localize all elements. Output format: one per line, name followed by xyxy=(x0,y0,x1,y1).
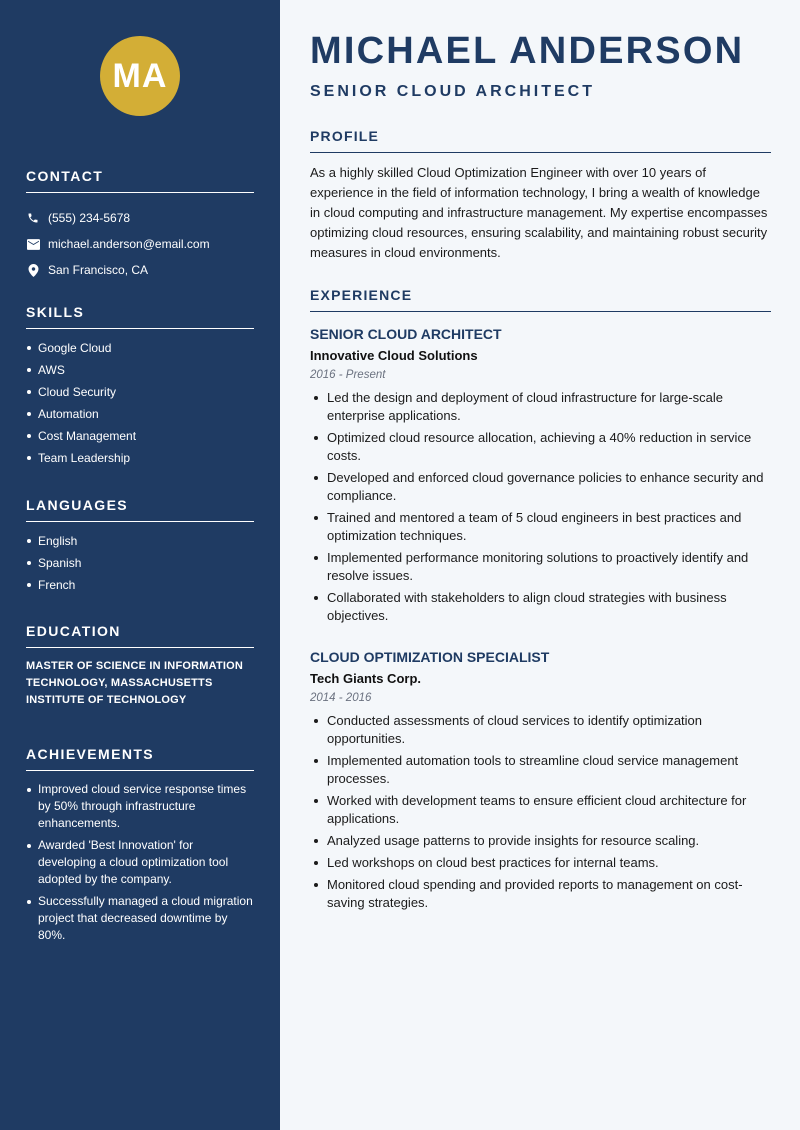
location-text: San Francisco, CA xyxy=(48,263,149,277)
language-item: English xyxy=(26,532,254,554)
phone-text: (555) 234-5678 xyxy=(48,211,131,225)
languages-section xyxy=(26,497,254,598)
skill-item: Google Cloud xyxy=(26,339,254,361)
skill-item: Team Leadership xyxy=(26,449,254,471)
job-bullet: Conducted assessments of cloud services to identify optimization opportunities. xyxy=(310,712,771,748)
contact-location xyxy=(26,257,254,283)
job-company: Tech Giants Corp. xyxy=(310,671,421,686)
job-bullet: Monitored cloud spending and provided reports to management on cost-saving strategies. xyxy=(310,876,771,912)
sidebar xyxy=(0,0,280,1130)
job-bullets xyxy=(310,389,771,625)
skill-item: Cloud Security xyxy=(26,383,254,405)
job-bullet: Analyzed usage patterns to provide insights for resource scaling. xyxy=(310,832,771,850)
profile-section xyxy=(310,128,771,263)
achievement-item: Awarded 'Best Innovation' for developing a cloud optimization tool adopted by the company. xyxy=(26,837,254,888)
achievements-section xyxy=(26,746,254,949)
phone-icon xyxy=(26,211,40,225)
location-pin-icon xyxy=(26,263,40,277)
experience-section xyxy=(310,287,771,312)
avatar: MA xyxy=(100,36,180,116)
job-bullet: Implemented performance monitoring solutions to proactively identify and resolve issues. xyxy=(310,549,771,585)
job-dates: 2014 - 2016 xyxy=(310,692,372,704)
job-bullet: Led the design and deployment of cloud infrastructure for large-scale enterprise applications. xyxy=(310,389,771,425)
skill-item: AWS xyxy=(26,361,254,383)
job-bullet: Optimized cloud resource allocation, achieving a 40% reduction in service costs. xyxy=(310,429,771,465)
job-role: SENIOR CLOUD ARCHITECT xyxy=(310,326,502,342)
education-entry: MASTER OF SCIENCE IN INFORMATION TECHNOLOGY, MASSACHUSETTS INSTITUTE OF TECHNOLOGY xyxy=(26,660,244,706)
skill-item: Cost Management xyxy=(26,427,254,449)
main-content xyxy=(280,0,800,1130)
skill-item: Automation xyxy=(26,405,254,427)
skills-section xyxy=(26,304,254,471)
contact-email[interactable] xyxy=(26,231,254,257)
education-heading: EDUCATION xyxy=(26,623,254,648)
achievement-item: Improved cloud service response times by 50% through infrastructure enhancements. xyxy=(26,781,254,832)
job-company: Innovative Cloud Solutions xyxy=(310,348,478,363)
job-bullet: Led workshops on cloud best practices for internal teams. xyxy=(310,854,771,872)
job-dates: 2016 - Present xyxy=(310,369,386,381)
job-bullets xyxy=(310,712,771,912)
job-title: SENIOR CLOUD ARCHITECT xyxy=(310,83,595,100)
language-item: French xyxy=(26,576,254,598)
language-item: Spanish xyxy=(26,554,254,576)
profile-heading: PROFILE xyxy=(310,128,771,153)
achievement-item: Successfully managed a cloud migration project that decreased downtime by 80%. xyxy=(26,893,254,944)
contact-list xyxy=(26,205,254,283)
achievements-list xyxy=(26,781,254,944)
contact-heading: CONTACT xyxy=(26,168,254,193)
education-section xyxy=(26,623,254,709)
job-bullet: Developed and enforced cloud governance policies to enhance security and compliance. xyxy=(310,469,771,505)
profile-text: As a highly skilled Cloud Optimization Engineer with over 10 years of experience in the field of information technology, I bring a wealth of knowledge in cloud computing and infrastructure management. My expertise encompasses optimizing cloud resources, ensuring scalability, and maintaining robust security measures in cloud environments. xyxy=(310,165,768,260)
skills-heading: SKILLS xyxy=(26,304,254,329)
languages-heading: LANGUAGES xyxy=(26,497,254,522)
job-bullet: Trained and mentored a team of 5 cloud engineers in best practices and optimization techniques. xyxy=(310,509,771,545)
achievements-heading: ACHIEVEMENTS xyxy=(26,746,254,771)
job-entry xyxy=(310,326,771,629)
job-entry xyxy=(310,649,771,916)
email-text: michael.anderson@email.com xyxy=(48,237,210,251)
email-icon xyxy=(26,237,40,251)
contact-phone[interactable] xyxy=(26,205,254,231)
job-bullet: Implemented automation tools to streamline cloud service management processes. xyxy=(310,752,771,788)
job-role: CLOUD OPTIMIZATION SPECIALIST xyxy=(310,649,550,665)
skills-list xyxy=(26,339,254,471)
job-bullet: Worked with development teams to ensure efficient cloud architecture for applications. xyxy=(310,792,771,828)
job-bullet: Collaborated with stakeholders to align cloud strategies with business objectives. xyxy=(310,589,771,625)
person-name: MICHAEL ANDERSON xyxy=(310,30,745,72)
contact-section xyxy=(26,168,254,283)
languages-list xyxy=(26,532,254,598)
experience-heading: EXPERIENCE xyxy=(310,287,771,312)
